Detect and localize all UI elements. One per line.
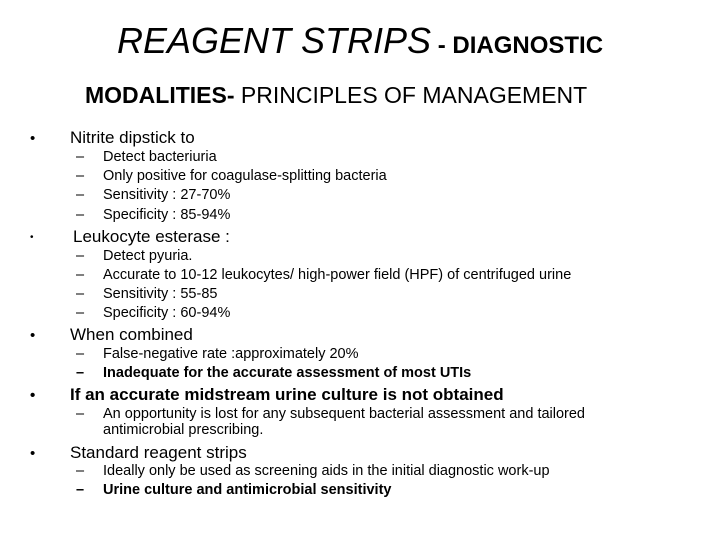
bullet-heading: Standard reagent strips bbox=[70, 443, 247, 462]
dash-icon: – bbox=[76, 267, 85, 283]
sub-item-text: Only positive for coagulase-splitting bacteria bbox=[103, 168, 387, 184]
bullet-heading: If an accurate midstream urine culture is not obtained bbox=[70, 385, 504, 404]
sub-item-text: Sensitivity : 27-70% bbox=[103, 187, 231, 203]
sub-item-text: Accurate to 10-12 leukocytes/ high-power field (HPF) of centrifuged urine bbox=[103, 267, 572, 283]
sub-item-text: Urine culture and antimicrobial sensitivity bbox=[103, 482, 392, 498]
title-bold: MODALITIES- bbox=[85, 82, 235, 108]
bullet-icon: • bbox=[30, 445, 36, 462]
dash-icon: – bbox=[76, 365, 85, 381]
bullet-icon: • bbox=[30, 232, 34, 243]
sub-item-text: Ideally only be used as screening aids in the initial diagnostic work-up bbox=[103, 463, 550, 479]
dash-icon: – bbox=[76, 248, 85, 264]
title-main: REAGENT STRIPS bbox=[116, 20, 432, 61]
bullet-icon: • bbox=[30, 130, 36, 147]
title-rest: PRINCIPLES OF MANAGEMENT bbox=[234, 82, 588, 108]
dash-icon: – bbox=[76, 406, 85, 422]
sub-item-text: Specificity : 60-94% bbox=[103, 305, 231, 321]
sub-item-text: Sensitivity : 55-85 bbox=[103, 286, 218, 302]
title-tail: - DIAGNOSTIC bbox=[431, 32, 604, 59]
sub-item-text: Specificity : 85-94% bbox=[103, 207, 231, 223]
slide-title-line1 bbox=[0, 20, 720, 62]
sub-item-text: Inadequate for the accurate assessment of most UTIs bbox=[103, 365, 472, 381]
dash-icon: – bbox=[76, 149, 85, 165]
bullet-icon: • bbox=[30, 387, 36, 404]
sub-item-text: Detect bacteriuria bbox=[103, 149, 217, 165]
dash-icon: – bbox=[76, 463, 85, 479]
bullet-icon: • bbox=[30, 327, 36, 344]
slide-title-line2 bbox=[85, 82, 587, 109]
dash-icon: – bbox=[76, 346, 85, 362]
dash-icon: – bbox=[76, 207, 85, 223]
bullet-heading: Leukocyte esterase : bbox=[73, 227, 230, 246]
sub-item-text: antimicrobial prescribing. bbox=[103, 422, 264, 438]
dash-icon: – bbox=[76, 187, 85, 203]
dash-icon: – bbox=[76, 305, 85, 321]
sub-item-text: Detect pyuria. bbox=[103, 248, 193, 264]
sub-item-text: False-negative rate :approximately 20% bbox=[103, 346, 359, 362]
dash-icon: – bbox=[76, 482, 85, 498]
dash-icon: – bbox=[76, 286, 85, 302]
bullet-heading: When combined bbox=[70, 325, 193, 344]
bullet-heading: Nitrite dipstick to bbox=[70, 128, 195, 147]
dash-icon: – bbox=[76, 168, 85, 184]
sub-item-text: An opportunity is lost for any subsequent bacterial assessment and tailored bbox=[103, 406, 585, 422]
